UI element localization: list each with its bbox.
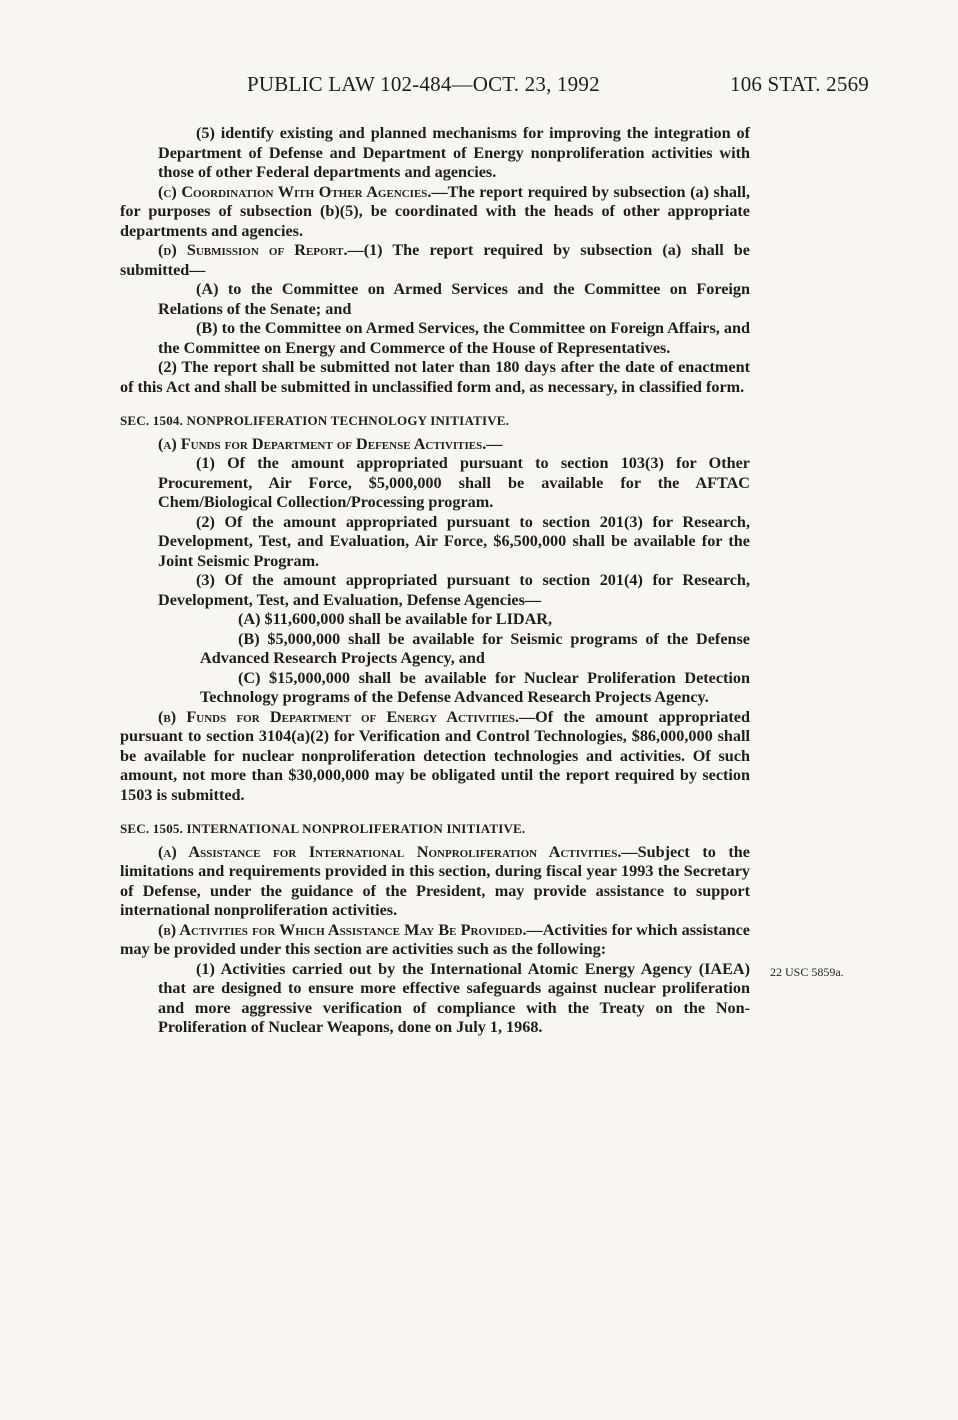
subsection-heading: (c) Coordination With Other Agencies. — [158, 182, 432, 201]
paragraph — [120, 921, 750, 960]
subsection-text: —The report required by subsection (a) shall, for purposes of subsection (b)(5), be coordinated with the heads of other appropriate departments and agencies. — [120, 182, 750, 240]
paragraph — [120, 843, 750, 921]
subsection-heading: (b) Activities for Which Assistance May Be Provided. — [158, 920, 527, 939]
running-header-right: 106 STAT. 2569 — [730, 72, 869, 96]
subsection-text: —Of the amount appropriated pursuant to section 3104(a)(2) for Verification and Control Technologies, $86,000,000 shall be available for nuclear nonproliferation detection technologies and activities. Of such amount, not more than $30,000,000 may be obligated until the report required by section 1503 is submitted. — [120, 707, 750, 804]
paragraph: (3) Of the amount appropriated pursuant to section 201(4) for Research, Development, Test, and Evaluation, Defense Agencies— — [158, 571, 750, 609]
paragraph: (1) Activities carried out by the International Atomic Energy Agency (IAEA) that are designed to ensure more effective safeguards against nuclear proliferation and more aggressive verification of compliance with the Treaty on the Non-Proliferation of Nuclear Weapons, done on July 1, 1968. — [158, 959, 750, 1036]
section-heading: SEC. 1504. NONPROLIFERATION TECHNOLOGY INITIATIVE. — [120, 413, 510, 428]
paragraph: (B) $5,000,000 shall be available for Seismic programs of the Defense Advanced Research Projects Agency, and — [200, 629, 750, 667]
subsection-heading: (b) Funds for Department of Energy Activities. — [158, 707, 519, 726]
paragraph — [120, 241, 750, 280]
running-header-left: PUBLIC LAW 102-484—OCT. 23, 1992 — [247, 72, 600, 96]
paragraph: (5) identify existing and planned mechanisms for improving the integration of Department of Defense and Department of Energy nonproliferation activities with those of other Federal departments and agencies. — [158, 124, 750, 181]
subsection-heading: (a) Funds for Department of Defense Activities.— — [158, 434, 503, 453]
subsection-heading: (a) Assistance for International Nonproliferation Activities. — [158, 842, 622, 861]
subsection-text: —Subject to the limitations and requirements provided in this section, during fiscal year 1993 the Secretary of Defense, under the guidance of the President, may provide assistance to support international nonproliferation activities. — [120, 842, 750, 919]
paragraph: (2) Of the amount appropriated pursuant to section 201(3) for Research, Development, Test, and Evaluation, Air Force, $6,500,000 shall be available for the Joint Seismic Program. — [158, 512, 750, 570]
paragraph: (1) Of the amount appropriated pursuant to section 103(3) for Other Procurement, Air Force, $5,000,000 shall be available for the AFTAC Chem/Biological Collection/Processing program. — [158, 454, 750, 511]
statute-text — [120, 124, 750, 1038]
paragraph: (A) to the Committee on Armed Services and the Committee on Foreign Relations of the Senate; and — [158, 280, 750, 318]
subsection-text: —Activities for which assistance may be provided under this section are activities such as the following: — [120, 920, 750, 958]
subsection-text: —(1) The report required by subsection (a) shall be submitted— — [120, 241, 750, 279]
paragraph: (A) $11,600,000 shall be available for LIDAR, — [238, 610, 553, 628]
paragraph — [120, 708, 750, 806]
paragraph — [120, 183, 750, 242]
margin-citation: 22 USC 5859a. — [770, 965, 844, 979]
paragraph: (B) to the Committee on Armed Services, the Committee on Foreign Affairs, and the Committee on Energy and Commerce of the House of Representatives. — [158, 319, 750, 357]
section-heading: SEC. 1505. INTERNATIONAL NONPROLIFERATION INITIATIVE. — [120, 821, 526, 836]
paragraph: (2) The report shall be submitted not later than 180 days after the date of enactment of this Act and shall be submitted in unclassified form and, as necessary, in classified form. — [120, 358, 750, 396]
paragraph: (C) $15,000,000 shall be available for Nuclear Proliferation Detection Technology programs of the Defense Advanced Research Projects Agency. — [200, 668, 750, 706]
subsection-heading: (d) Submission of Report. — [158, 241, 348, 259]
